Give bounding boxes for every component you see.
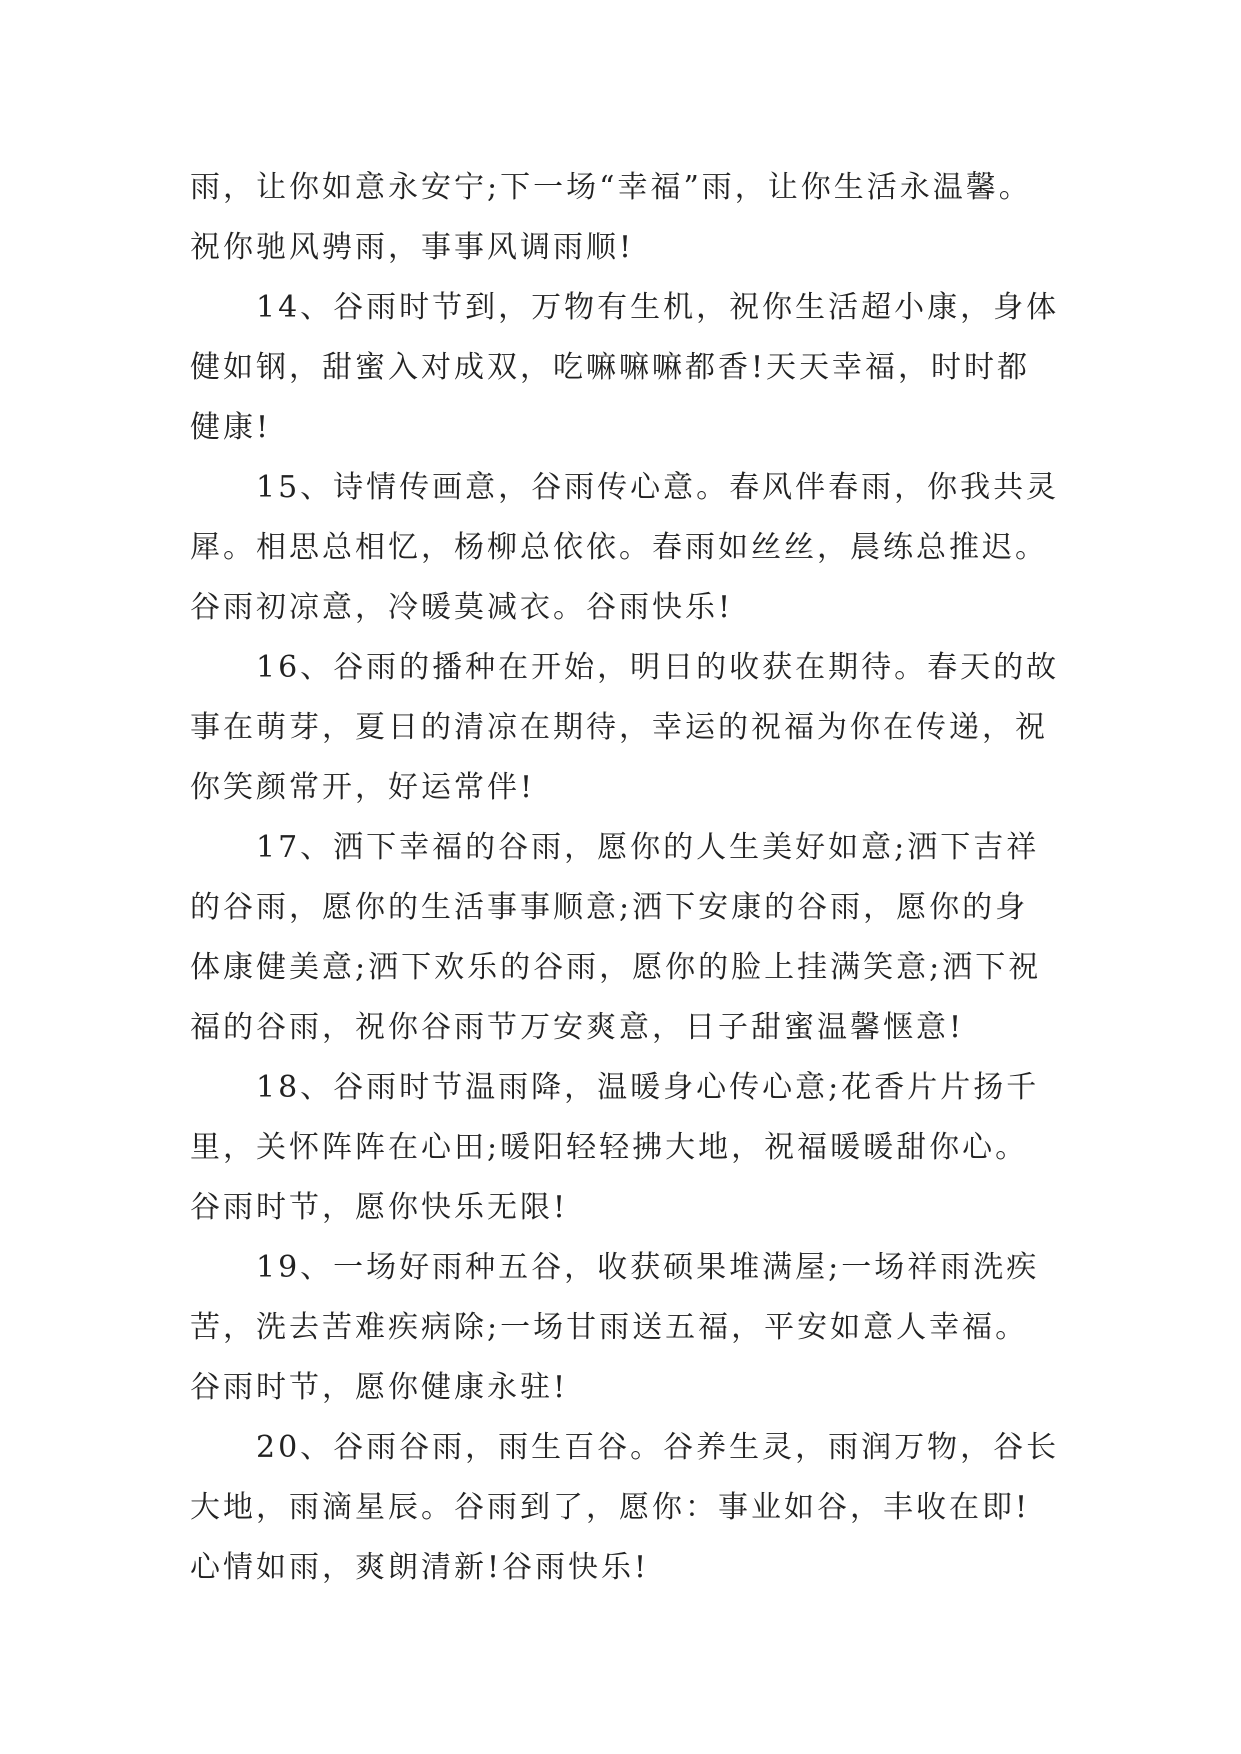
paragraph-18-start: 18、谷雨时节温雨降，温暖身心传心意;花香片片扬千 xyxy=(256,1070,1040,1105)
text-line: 谷雨初凉意，冷暖莫减衣。谷雨快乐! xyxy=(190,590,734,625)
text-line: 体康健美意;洒下欢乐的谷雨，愿你的脸上挂满笑意;洒下祝 xyxy=(190,950,1042,985)
text-line: 福的谷雨，祝你谷雨节万安爽意，日子甜蜜温馨惬意! xyxy=(190,1010,965,1045)
text-line: 事在萌芽，夏日的清凉在期待，幸运的祝福为你在传递，祝 xyxy=(190,710,1048,745)
text-line: 的谷雨，愿你的生活事事顺意;洒下安康的谷雨，愿你的身 xyxy=(190,890,1029,925)
paragraph-15-start: 15、诗情传画意，谷雨传心意。春风伴春雨，你我共灵 xyxy=(256,470,1060,505)
text-line: 健如钢，甜蜜入对成双，吃嘛嘛嘛都香!天天幸福，时时都 xyxy=(190,350,1031,385)
text-line: 犀。相思总相忆，杨柳总依依。春雨如丝丝，晨练总推迟。 xyxy=(190,530,1048,565)
text-line: 祝你驰风骋雨，事事风调雨顺! xyxy=(190,230,635,265)
document-body xyxy=(190,158,1070,1598)
text-line: 雨，让你如意永安宁;下一场“幸福”雨，让你生活永温馨。 xyxy=(190,170,1032,205)
text-line: 健康! xyxy=(190,410,272,445)
text-line: 谷雨时节，愿你健康永驻! xyxy=(190,1370,569,1405)
paragraph-20-start: 20、谷雨谷雨，雨生百谷。谷养生灵，雨润万物，谷长 xyxy=(256,1430,1060,1465)
paragraph-19-start: 19、一场好雨种五谷，收获硕果堆满屋;一场祥雨洗疾 xyxy=(256,1250,1040,1285)
paragraph-16-start: 16、谷雨的播种在开始，明日的收获在期待。春天的故 xyxy=(256,650,1060,685)
text-line: 苦，洗去苦难疾病除;一场甘雨送五福，平安如意人幸福。 xyxy=(190,1310,1029,1345)
text-line: 里，关怀阵阵在心田;暖阳轻轻拂大地，祝福暖暖甜你心。 xyxy=(190,1130,1029,1165)
paragraph-14-start: 14、谷雨时节到，万物有生机，祝你生活超小康，身体 xyxy=(256,290,1060,325)
text-line: 心情如雨，爽朗清新!谷雨快乐! xyxy=(190,1550,650,1585)
text-line: 谷雨时节，愿你快乐无限! xyxy=(190,1190,569,1225)
text-line: 你笑颜常开，好运常伴! xyxy=(190,770,536,805)
paragraph-17-start: 17、洒下幸福的谷雨，愿你的人生美好如意;洒下吉祥 xyxy=(256,830,1040,865)
text-line: 大地，雨滴星辰。谷雨到了，愿你：事业如谷，丰收在即! xyxy=(190,1490,1031,1525)
